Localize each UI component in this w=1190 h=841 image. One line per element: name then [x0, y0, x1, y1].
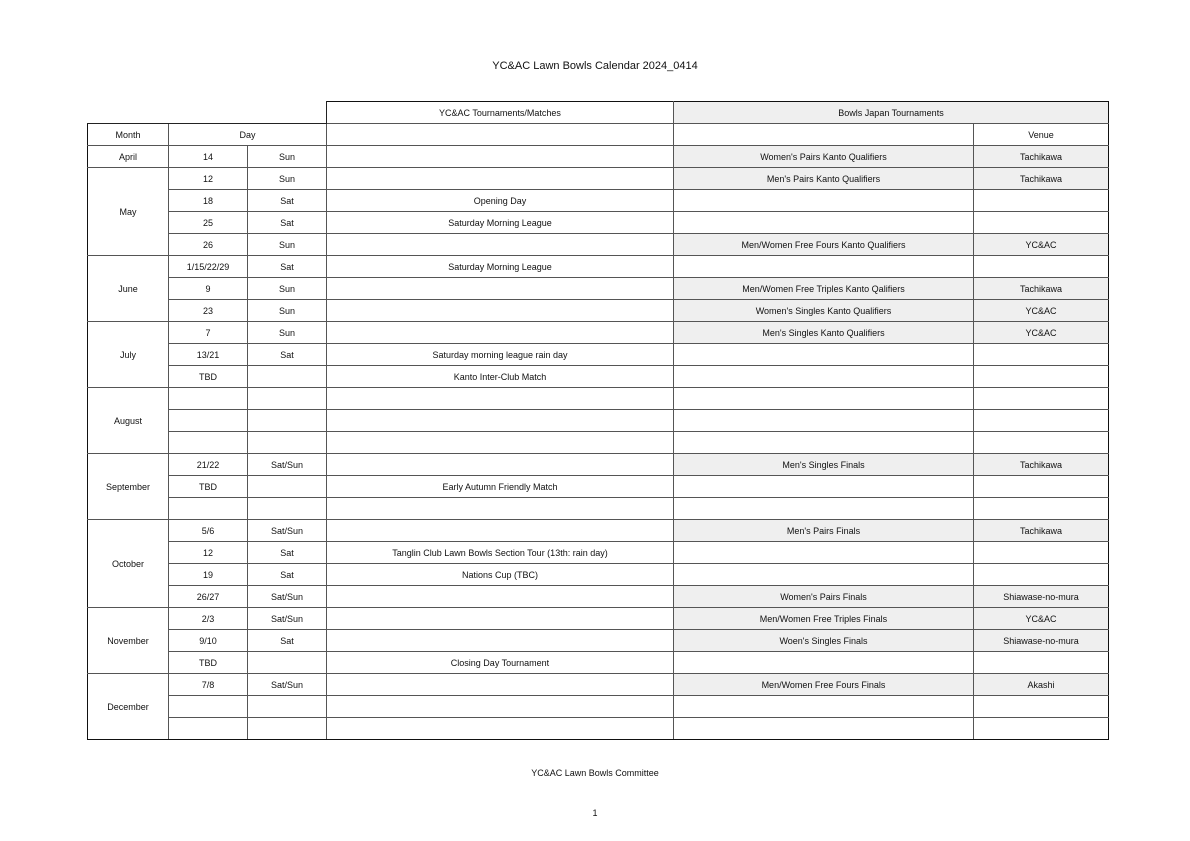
venue-cell: Shiawase-no-mura — [974, 586, 1109, 608]
bowls-japan-event-cell — [674, 498, 974, 520]
ycac-event-cell: Saturday morning league rain day — [327, 344, 674, 366]
footer-committee: YC&AC Lawn Bowls Committee — [531, 768, 659, 778]
table-row — [88, 168, 1109, 190]
bowls-japan-event-cell: Men's Pairs Kanto Qualifiers — [674, 168, 974, 190]
ycac-event-cell: Tanglin Club Lawn Bowls Section Tour (13th: rain day) — [327, 542, 674, 564]
weekday-cell: Sat/Sun — [248, 586, 327, 608]
bowls-japan-event-cell — [674, 256, 974, 278]
date-cell — [169, 410, 248, 432]
date-cell — [169, 718, 248, 740]
weekday-cell: Sat/Sun — [248, 454, 327, 476]
ycac-event-cell — [327, 278, 674, 300]
weekday-cell: Sun — [248, 322, 327, 344]
ycac-event-cell — [327, 454, 674, 476]
bowls-japan-event-cell: Men/Women Free Fours Kanto Qualifiers — [674, 234, 974, 256]
venue-cell — [974, 652, 1109, 674]
date-cell: 26/27 — [169, 586, 248, 608]
bowls-japan-event-cell: Men's Singles Finals — [674, 454, 974, 476]
date-cell: 19 — [169, 564, 248, 586]
ycac-event-cell — [327, 388, 674, 410]
venue-cell: Tachikawa — [974, 278, 1109, 300]
table-row — [88, 212, 1109, 234]
month-cell: May — [88, 168, 169, 256]
ycac-event-cell — [327, 520, 674, 542]
date-cell: 25 — [169, 212, 248, 234]
month-column-header: Month — [88, 124, 169, 146]
bowls-japan-event-cell — [674, 410, 974, 432]
weekday-cell: Sun — [248, 168, 327, 190]
bowls-japan-event-cell — [674, 190, 974, 212]
ycac-event-cell — [327, 498, 674, 520]
date-cell: 23 — [169, 300, 248, 322]
date-cell — [169, 696, 248, 718]
date-cell: 12 — [169, 542, 248, 564]
weekday-cell: Sat — [248, 190, 327, 212]
weekday-cell: Sun — [248, 146, 327, 168]
ycac-event-cell — [327, 322, 674, 344]
weekday-cell: Sat/Sun — [248, 608, 327, 630]
weekday-cell: Sat/Sun — [248, 520, 327, 542]
venue-cell — [974, 542, 1109, 564]
weekday-cell: Sat — [248, 542, 327, 564]
bowls-japan-event-cell: Women's Pairs Finals — [674, 586, 974, 608]
header-blank — [248, 102, 327, 124]
weekday-cell: Sat — [248, 630, 327, 652]
bowls-japan-event-cell — [674, 542, 974, 564]
month-cell: December — [88, 674, 169, 740]
ycac-event-cell: Kanto Inter-Club Match — [327, 366, 674, 388]
bowls-japan-event-cell — [674, 476, 974, 498]
bowls-japan-event-cell: Women's Pairs Kanto Qualifiers — [674, 146, 974, 168]
table-row — [88, 300, 1109, 322]
venue-cell — [974, 432, 1109, 454]
table-row — [88, 410, 1109, 432]
venue-cell — [974, 696, 1109, 718]
table-row — [88, 520, 1109, 542]
weekday-cell — [248, 432, 327, 454]
bowls-japan-event-cell — [674, 432, 974, 454]
table-row — [88, 564, 1109, 586]
header-blank — [88, 102, 248, 124]
ycac-event-cell: Nations Cup (TBC) — [327, 564, 674, 586]
month-cell: November — [88, 608, 169, 674]
table-row — [88, 542, 1109, 564]
venue-cell — [974, 718, 1109, 740]
table-row — [88, 344, 1109, 366]
page-title: YC&AC Lawn Bowls Calendar 2024_0414 — [492, 60, 698, 72]
weekday-cell — [248, 498, 327, 520]
ycac-event-cell — [327, 586, 674, 608]
venue-cell: Tachikawa — [974, 520, 1109, 542]
ycac-event-cell — [327, 300, 674, 322]
bowls-japan-event-cell — [674, 652, 974, 674]
table-row — [88, 256, 1109, 278]
date-cell: 1/15/22/29 — [169, 256, 248, 278]
bowls-japan-event-cell: Men/Women Free Triples Kanto Qalifiers — [674, 278, 974, 300]
bowls-japan-event-cell — [674, 212, 974, 234]
table-row — [88, 146, 1109, 168]
bowls-japan-event-cell — [674, 696, 974, 718]
venue-cell: YC&AC — [974, 300, 1109, 322]
date-cell: 13/21 — [169, 344, 248, 366]
month-cell: July — [88, 322, 169, 388]
date-cell: 26 — [169, 234, 248, 256]
table-row — [88, 234, 1109, 256]
venue-cell — [974, 410, 1109, 432]
weekday-cell — [248, 652, 327, 674]
ycac-event-cell: Closing Day Tournament — [327, 652, 674, 674]
bowls-japan-event-cell: Woen's Singles Finals — [674, 630, 974, 652]
weekday-cell: Sat — [248, 256, 327, 278]
date-cell: 12 — [169, 168, 248, 190]
month-cell: April — [88, 146, 169, 168]
weekday-cell: Sat/Sun — [248, 674, 327, 696]
venue-cell — [974, 212, 1109, 234]
bowls-japan-event-cell: Women's Singles Kanto Qualifiers — [674, 300, 974, 322]
page-number: 1 — [592, 808, 598, 818]
ycac-event-cell — [327, 410, 674, 432]
month-cell: June — [88, 256, 169, 322]
venue-cell: Tachikawa — [974, 454, 1109, 476]
table-row — [88, 586, 1109, 608]
venue-cell — [974, 476, 1109, 498]
ycac-event-cell: Saturday Morning League — [327, 256, 674, 278]
venue-cell — [974, 366, 1109, 388]
venue-cell — [974, 256, 1109, 278]
date-cell: 14 — [169, 146, 248, 168]
bowls-japan-event-cell — [674, 718, 974, 740]
ycac-event-cell: Opening Day — [327, 190, 674, 212]
ycac-event-cell — [327, 674, 674, 696]
table-row — [88, 388, 1109, 410]
weekday-cell — [248, 388, 327, 410]
weekday-cell — [248, 410, 327, 432]
date-cell: 21/22 — [169, 454, 248, 476]
date-cell: 2/3 — [169, 608, 248, 630]
date-cell — [169, 498, 248, 520]
ycac-event-cell — [327, 696, 674, 718]
ycac-event-cell: Saturday Morning League — [327, 212, 674, 234]
table-row — [88, 674, 1109, 696]
venue-column-header: Venue — [974, 124, 1109, 146]
ycac-event-cell — [327, 630, 674, 652]
ycac-tournaments-header: YC&AC Tournaments/Matches — [327, 102, 674, 124]
bj-event-column-header — [674, 124, 974, 146]
date-cell — [169, 432, 248, 454]
venue-cell — [974, 190, 1109, 212]
header-row-top — [88, 102, 1109, 124]
bowls-japan-event-cell — [674, 344, 974, 366]
bowls-japan-event-cell: Men/Women Free Fours Finals — [674, 674, 974, 696]
bowls-japan-header: Bowls Japan Tournaments — [674, 102, 1109, 124]
date-cell: TBD — [169, 652, 248, 674]
ycac-event-cell: Early Autumn Friendly Match — [327, 476, 674, 498]
month-cell: October — [88, 520, 169, 608]
ycac-event-cell — [327, 234, 674, 256]
table-row — [88, 454, 1109, 476]
ycac-event-cell — [327, 432, 674, 454]
date-cell: 18 — [169, 190, 248, 212]
table-row — [88, 432, 1109, 454]
date-cell: TBD — [169, 476, 248, 498]
ycac-event-cell — [327, 168, 674, 190]
weekday-cell: Sun — [248, 234, 327, 256]
table-row — [88, 190, 1109, 212]
venue-cell: Tachikawa — [974, 146, 1109, 168]
venue-cell — [974, 498, 1109, 520]
weekday-cell — [248, 718, 327, 740]
bowls-japan-event-cell — [674, 388, 974, 410]
weekday-cell: Sun — [248, 278, 327, 300]
date-cell: 9/10 — [169, 630, 248, 652]
calendar-body — [88, 146, 1109, 740]
month-cell: August — [88, 388, 169, 454]
bowls-japan-event-cell — [674, 366, 974, 388]
weekday-cell: Sat — [248, 212, 327, 234]
table-row — [88, 476, 1109, 498]
table-row — [88, 696, 1109, 718]
bowls-japan-event-cell: Men/Women Free Triples Finals — [674, 608, 974, 630]
ycac-event-cell — [327, 608, 674, 630]
table-row — [88, 278, 1109, 300]
table-row — [88, 498, 1109, 520]
bowls-japan-event-cell: Men's Pairs Finals — [674, 520, 974, 542]
table-row — [88, 322, 1109, 344]
bowls-japan-event-cell — [674, 564, 974, 586]
calendar-table — [87, 101, 1109, 740]
date-cell: 5/6 — [169, 520, 248, 542]
date-cell: TBD — [169, 366, 248, 388]
day-column-header: Day — [169, 124, 327, 146]
venue-cell — [974, 388, 1109, 410]
date-cell: 9 — [169, 278, 248, 300]
venue-cell: YC&AC — [974, 322, 1109, 344]
venue-cell — [974, 344, 1109, 366]
weekday-cell: Sun — [248, 300, 327, 322]
weekday-cell — [248, 476, 327, 498]
table-row — [88, 630, 1109, 652]
bowls-japan-event-cell: Men's Singles Kanto Qualifiers — [674, 322, 974, 344]
venue-cell: Shiawase-no-mura — [974, 630, 1109, 652]
weekday-cell: Sat — [248, 344, 327, 366]
table-row — [88, 608, 1109, 630]
venue-cell: Tachikawa — [974, 168, 1109, 190]
ycac-event-cell — [327, 718, 674, 740]
venue-cell: YC&AC — [974, 234, 1109, 256]
weekday-cell — [248, 696, 327, 718]
table-row — [88, 366, 1109, 388]
venue-cell: YC&AC — [974, 608, 1109, 630]
venue-cell: Akashi — [974, 674, 1109, 696]
weekday-cell — [248, 366, 327, 388]
weekday-cell: Sat — [248, 564, 327, 586]
venue-cell — [974, 564, 1109, 586]
ycac-event-cell — [327, 146, 674, 168]
table-row — [88, 652, 1109, 674]
date-cell: 7/8 — [169, 674, 248, 696]
date-cell — [169, 388, 248, 410]
table-row — [88, 718, 1109, 740]
header-row-columns — [88, 124, 1109, 146]
ycac-event-column-header — [327, 124, 674, 146]
month-cell: September — [88, 454, 169, 520]
date-cell: 7 — [169, 322, 248, 344]
